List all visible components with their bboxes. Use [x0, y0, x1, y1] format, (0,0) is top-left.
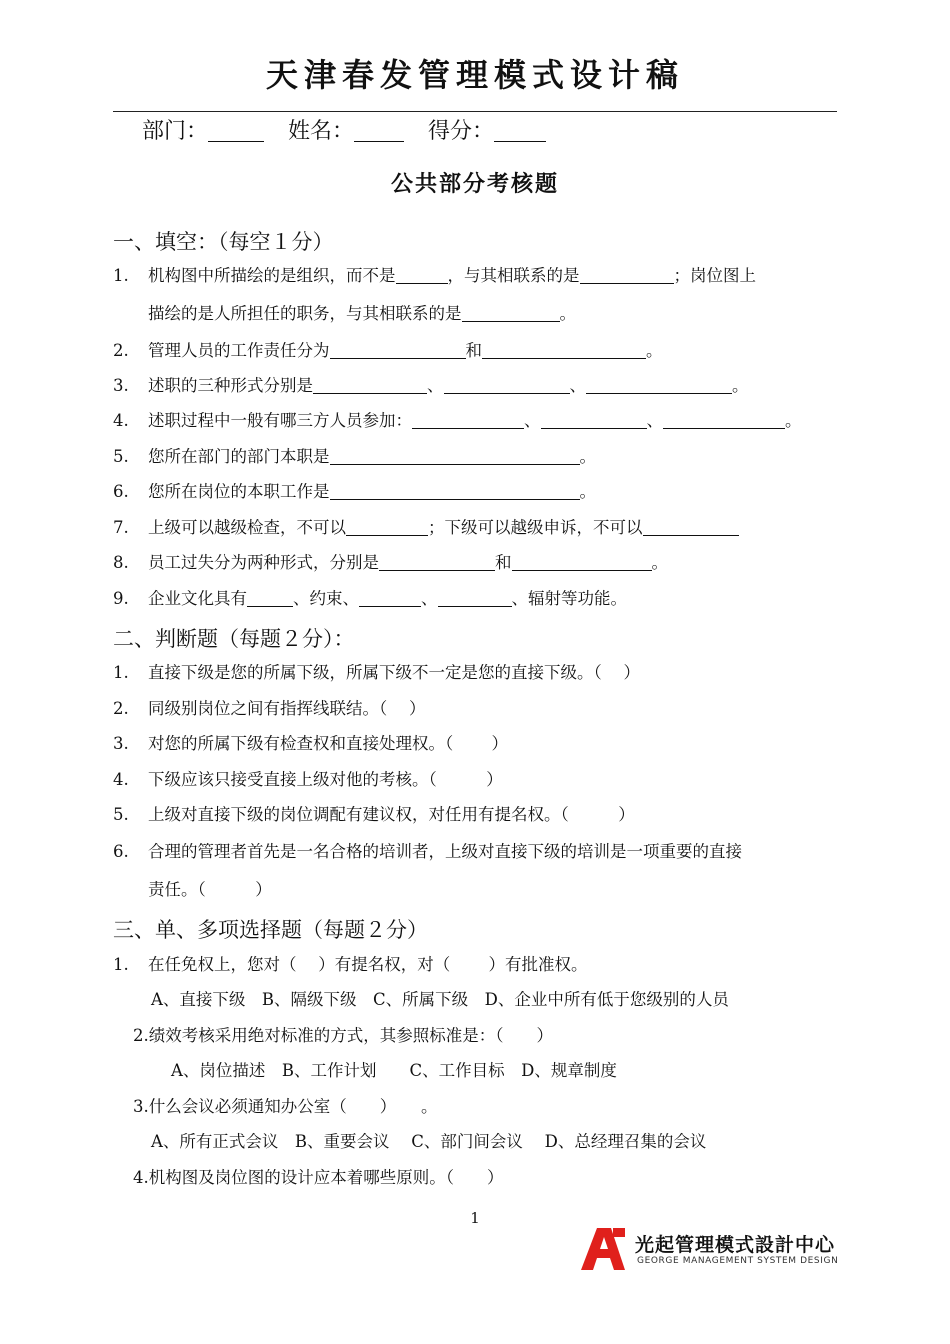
- fill-q2: 2. 管理人员的工作责任分为 和 。: [113, 341, 663, 360]
- fill-blank[interactable]: [313, 375, 427, 394]
- info-line: [142, 114, 546, 145]
- score-label: 得分：: [428, 119, 495, 144]
- fill-blank[interactable]: [412, 410, 524, 429]
- footer-logo: [577, 1226, 839, 1272]
- fill-blank[interactable]: [247, 588, 293, 607]
- judge-q3: 3. 对您的所属下级有检查权和直接处理权。（ ）: [113, 734, 508, 753]
- document-title: 天津春发管理模式设计稿: [265, 56, 684, 94]
- fill-blank[interactable]: [438, 588, 512, 607]
- fill-blank[interactable]: [541, 410, 647, 429]
- section-judge-heading: 二、判断题（每题２分）：: [113, 627, 355, 651]
- fill-q8: 8. 员工过失分为两种形式，分别是 和 。: [113, 553, 668, 572]
- logo-text-cn: 光起管理模式設計中心: [635, 1234, 836, 1256]
- dept-label: 部门：: [142, 119, 209, 144]
- judge-q5: 5. 上级对直接下级的岗位调配有建议权，对任用有提名权。（ ）: [113, 805, 635, 824]
- fill-blank[interactable]: [330, 446, 580, 465]
- exam-subtitle: 公共部分考核题: [390, 172, 559, 197]
- fill-q6: 6. 您所在岗位的本职工作是 。: [113, 482, 596, 501]
- fill-blank[interactable]: [512, 552, 652, 571]
- choice-q1-options: A、直接下级 B、隔级下级 C、所属下级 D、企业中所有低于您级别的人员: [151, 990, 729, 1009]
- fill-blank[interactable]: [580, 265, 674, 284]
- section-fill-heading: 一、填空：（每空１分）: [113, 230, 334, 254]
- logo-a-icon: [577, 1226, 629, 1272]
- choice-q1: 1. 在任免权上，您对（ ）有提名权，对（ ）有批准权。: [113, 955, 588, 974]
- fill-blank[interactable]: [330, 340, 466, 359]
- choice-q2-options: A、岗位描述 B、工作计划 C、工作目标 D、规章制度: [171, 1061, 617, 1080]
- fill-q4: 4. 述职过程中一般有哪三方人员参加： 、 、 。: [113, 411, 802, 430]
- choice-q2: 2.绩效考核采用绝对标准的方式，其参照标准是：（ ）: [133, 1026, 553, 1045]
- fill-q5: 5. 您所在部门的部门本职是 。: [113, 447, 596, 466]
- fill-blank[interactable]: [663, 410, 785, 429]
- fill-blank[interactable]: [396, 265, 448, 284]
- fill-blank[interactable]: [586, 375, 732, 394]
- fill-q3: 3. 述职的三种形式分别是 、 、 。: [113, 376, 749, 395]
- judge-q1: 1. 直接下级是您的所属下级，所属下级不一定是您的直接下级。（ ）: [113, 663, 640, 682]
- choice-q3-options: A、所有正式会议 B、重要会议 C、部门间会议 D、总经理召集的会议: [151, 1132, 707, 1151]
- fill-blank[interactable]: [444, 375, 570, 394]
- fill-q7: 7. 上级可以越级检查，不可以 ；下级可以越级申诉，不可以: [113, 517, 739, 539]
- judge-q6-line1: 6. 合理的管理者首先是一名合格的培训者，上级对直接下级的培训是一项重要的直接: [113, 842, 742, 861]
- choice-q3: 3.什么会议必须通知办公室（ ） 。: [133, 1097, 438, 1116]
- dept-blank[interactable]: [208, 119, 264, 142]
- section-choice-heading: 三、单、多项选择题（每题２分）: [113, 918, 428, 942]
- fill-q1-line1: 1. 机构图中所描绘的是组织，而不是 ，与其相联系的是 ；岗位图上: [113, 266, 756, 285]
- title-divider: [113, 111, 837, 112]
- fill-q9: 9. 企业文化具有 、约束、 、 、辐射等功能。: [113, 589, 627, 608]
- page-number: 1: [470, 1209, 480, 1227]
- judge-q4: 4. 下级应该只接受直接上级对他的考核。（ ）: [113, 770, 503, 789]
- score-blank[interactable]: [494, 119, 546, 142]
- fill-blank[interactable]: [346, 517, 428, 536]
- judge-q6-line2: 责任。（ ）: [148, 880, 272, 899]
- fill-blank[interactable]: [462, 303, 560, 322]
- fill-blank[interactable]: [643, 517, 739, 536]
- logo-text-en: GEORGE MANAGEMENT SYSTEM DESIGN: [637, 1256, 839, 1266]
- fill-q1-line2: 描绘的是人所担任的职务，与其相联系的是 。: [148, 304, 576, 323]
- choice-q4: 4.机构图及岗位图的设计应本着哪些原则。（ ）: [133, 1168, 504, 1187]
- fill-blank[interactable]: [379, 552, 495, 571]
- judge-q2: 2. 同级别岗位之间有指挥线联结。（ ）: [113, 699, 426, 718]
- name-blank[interactable]: [354, 119, 404, 142]
- fill-blank[interactable]: [359, 588, 421, 607]
- fill-blank[interactable]: [482, 340, 646, 359]
- fill-blank[interactable]: [330, 481, 580, 500]
- name-label: 姓名：: [288, 119, 355, 144]
